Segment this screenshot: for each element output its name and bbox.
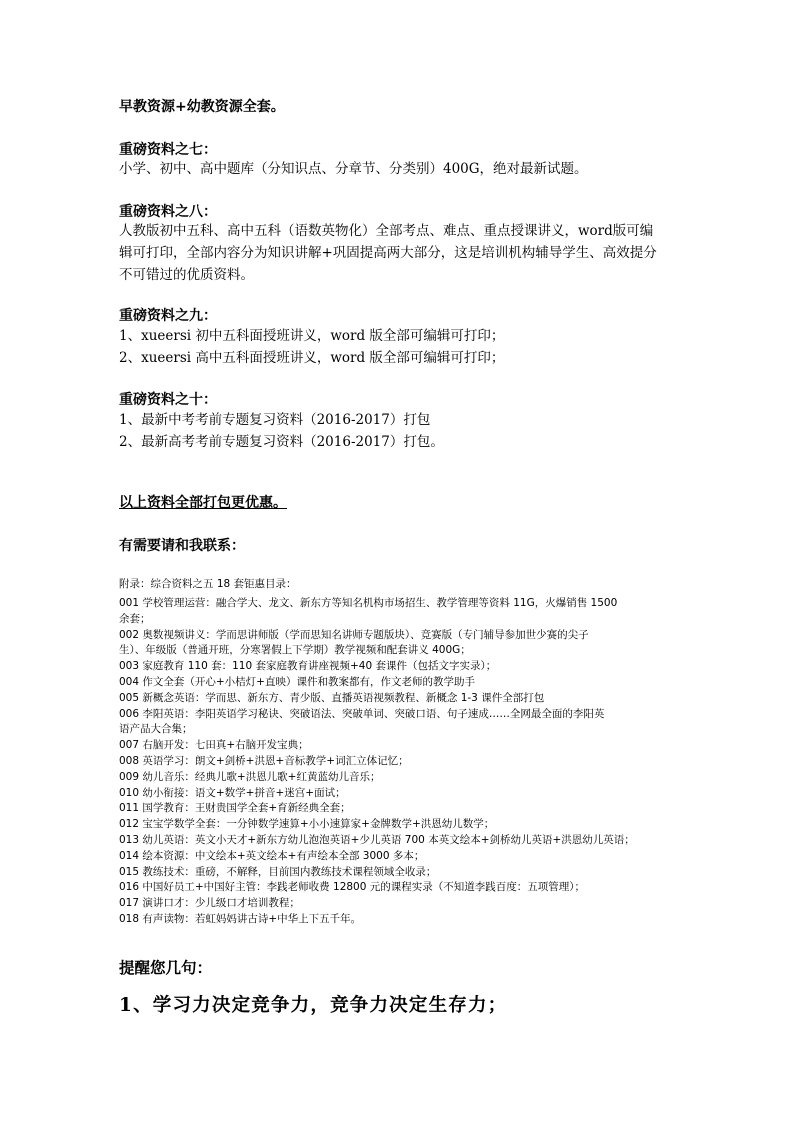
appendix-item: 语产品大合集； — [119, 723, 193, 736]
appendix-item: 004 作文全套（开心+小桔灯+直映）课件和教案都有，作文老师的教学助手 — [119, 675, 475, 688]
section-7-line-1: 小学、初中、高中题库（分知识点、分章节、分类别）400G，绝对最新试题。 — [119, 161, 588, 177]
appendix-item: 003 家庭教育 110 套：110 套家庭教育讲座视频+40 套课件（包括文字实录）； — [119, 660, 497, 673]
appendix-item: 001 学校管理运营：融合学大、龙文、新东方等知名机构市场招生、教学管理等资料 11G，火爆销售 1500 — [119, 597, 618, 609]
section-7-title: 重磅资料之七： — [119, 142, 217, 158]
section-9-line-1: 1、xueersi 初中五科面授班讲义，word 版全部可编辑可打印； — [119, 328, 505, 344]
section-8-line-1: 人教版初中五科、高中五科（语数英物化）全部考点、难点、重点授课讲义，word版可编 — [119, 223, 654, 239]
section-8-line-3: 不可错过的优质资料。 — [119, 267, 254, 283]
section-8-line-2: 辑可打印，全部内容分为知识讲解+巩固提高两大部分，这是培训机构辅导学生、高效提分 — [119, 245, 657, 261]
appendix-item: 018 有声读物：若虹妈妈讲古诗+中华上下五千年。 — [119, 912, 362, 925]
appendix-item: 生）、年级版（普通开班，分寒署假上下学期）教学视频和配套讲义 400G； — [119, 644, 471, 657]
appendix-list — [119, 596, 694, 928]
appendix-title: 附录：综合资料之五 18 套钜惠目录： — [119, 578, 297, 590]
appendix-item: 015 教练技术：重磅，不解释，目前国内教练技术课程领域全收录； — [119, 865, 437, 878]
section-10-line-1: 1、最新中考考前专题复习资料（2016-2017）打包 — [119, 412, 431, 428]
intro-line: 早教资源+幼教资源全套。 — [119, 99, 285, 115]
appendix-item: 017 演讲口才：少儿级口才培训教程； — [119, 897, 300, 910]
appendix-item: 余套； — [119, 612, 151, 625]
appendix-item: 006 李阳英语：李阳英语学习秘诀、突破语法、突破单词、突破口语、句子速成……全网最全面的李阳英 — [119, 707, 605, 720]
section-10-title: 重磅资料之十： — [119, 392, 217, 408]
section-8-title: 重磅资料之八： — [119, 204, 217, 220]
bundle-note: 以上资料全部打包更优惠。 — [119, 495, 287, 511]
appendix-item: 016 中国好员工+中国好主管：李践老师收费 12800 元的课程实录（不知道李践百度：五项管理）； — [119, 881, 586, 894]
appendix-item: 002 奥数视频讲义：学而思讲师版（学而思知名讲师专题版块）、竞赛版（专门辅导参加世少赛的尖子 — [119, 628, 589, 641]
appendix-item: 011 国学教育：王财贵国学全套+育新经典全套； — [119, 802, 351, 815]
section-9-line-2: 2、xueersi 高中五科面授班讲义，word 版全部可编辑可打印； — [119, 350, 505, 366]
reminder-line-1: 1、学习力决定竞争力，竞争力决定生存力； — [119, 995, 508, 1016]
section-9-title: 重磅资料之九： — [119, 308, 217, 324]
reminder-title: 提醒您几句： — [119, 958, 213, 977]
appendix-item: 009 幼儿音乐：经典儿歌+洪恩儿歌+红黄蓝幼儿音乐； — [119, 770, 381, 783]
appendix-item: 013 幼儿英语：英文小天才+新东方幼儿泡泡英语+少儿英语 700 本英文绘本+剑桥幼儿英语+洪恩幼儿英语； — [119, 833, 635, 846]
section-10-line-2: 2、最新高考考前专题复习资料（2016-2017）打包。 — [119, 434, 444, 450]
contact-line: 有需要请和我联系： — [119, 538, 245, 554]
appendix-item: 005 新概念英语：学而思、新东方、青少版、直播英语视频教程、新概念 1-3 课件全部打包 — [119, 691, 545, 704]
appendix-item: 014 绘本资源：中文绘本+英文绘本+有声绘本全部 3000 多本； — [119, 849, 425, 862]
appendix-item: 007 右脑开发：七田真+右脑开发宝典； — [119, 739, 309, 752]
appendix-item: 008 英语学习：朗文+剑桥+洪恩+音标教学+词汇立体记忆； — [119, 754, 409, 767]
appendix-item: 012 宝宝学数学全套：一分钟数学速算+小小速算家+金牌数学+洪恩幼儿数学； — [119, 818, 495, 831]
appendix-item: 010 幼小衔接：语文+数学+拼音+迷宫+面试； — [119, 786, 346, 799]
